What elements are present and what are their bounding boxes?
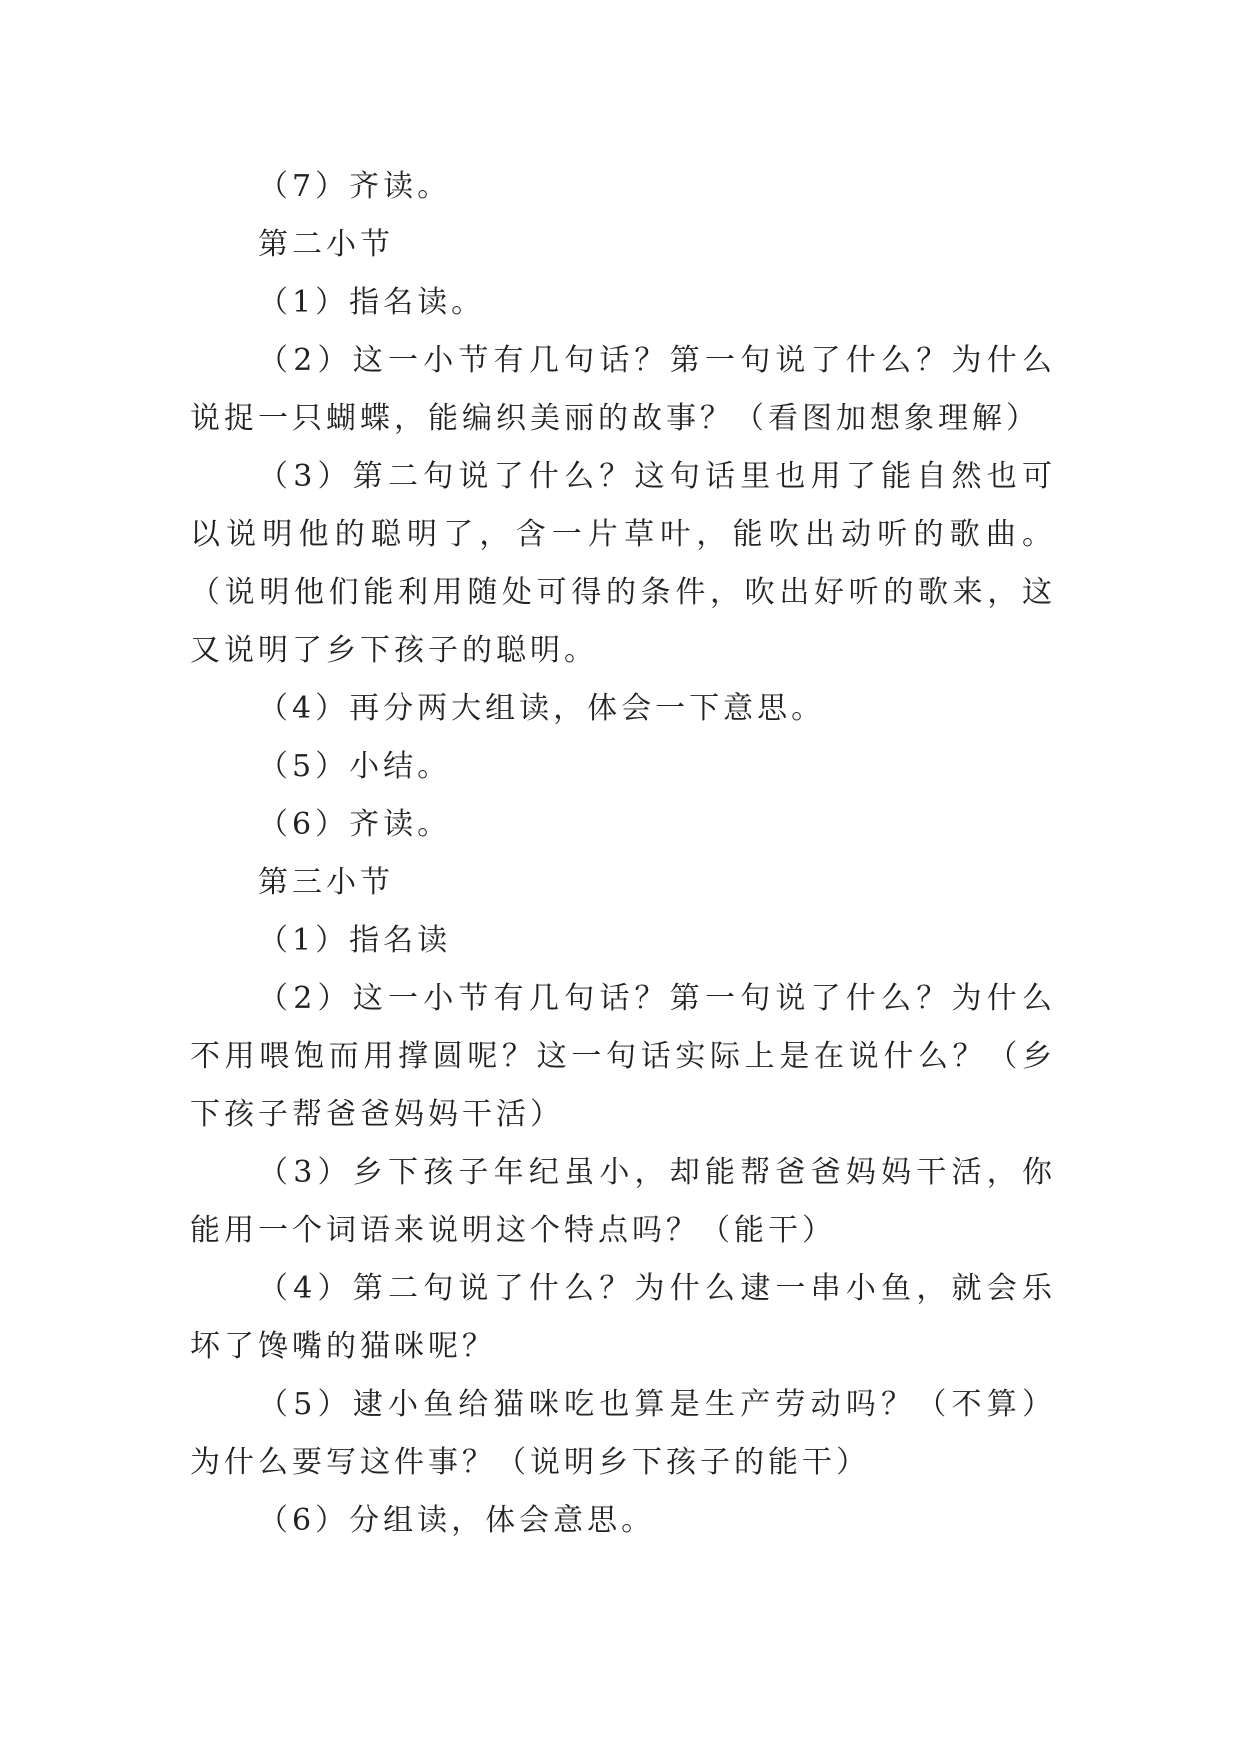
paragraph-item-4: （4）再分两大组读，体会一下意思。 (258, 691, 826, 726)
section-heading-2: 第二小节 (258, 227, 394, 262)
paragraph-item-5: （5）小结。 (258, 749, 452, 784)
paragraph-item-4-sec3: （4）第二句说了什么？为什么逮一串小鱼，就会乐坏了馋嘴的猫咪呢？ (190, 1271, 1056, 1364)
paragraph-item-7-read-together: （7）齐读。 (258, 169, 452, 204)
document-body (190, 158, 1056, 1550)
paragraph-item-1: （1）指名读。 (258, 285, 486, 320)
paragraph-item-2: （2）这一小节有几句话？第一句说了什么？为什么说捉一只蝴蝶，能编织美丽的故事？（看图加想象理解） (190, 343, 1056, 436)
paragraph-item-2-sec3: （2）这一小节有几句话？第一句说了什么？为什么不用喂饱而用撑圆呢？这一句话实际上是在说什么？（乡下孩子帮爸爸妈妈干活） (190, 981, 1056, 1132)
paragraph-item-3-sec3: （3）乡下孩子年纪虽小，却能帮爸爸妈妈干活，你能用一个词语来说明这个特点吗？（能干） (190, 1155, 1056, 1248)
section-heading-3: 第三小节 (258, 865, 394, 900)
paragraph-item-5-sec3: （5）逮小鱼给猫咪吃也算是生产劳动吗？（不算）为什么要写这件事？（说明乡下孩子的能干） (190, 1387, 1056, 1480)
paragraph-item-1-sec3: （1）指名读 (258, 923, 452, 958)
paragraph-item-6: （6）齐读。 (258, 807, 452, 842)
paragraph-item-3: （3）第二句说了什么？这句话里也用了能自然也可以说明他的聪明了，含一片草叶，能吹出动听的歌曲。（说明他们能利用随处可得的条件，吹出好听的歌来，这又说明了乡下孩子的聪明。 (190, 459, 1056, 668)
paragraph-item-6-sec3: （6）分组读，体会意思。 (258, 1503, 656, 1538)
